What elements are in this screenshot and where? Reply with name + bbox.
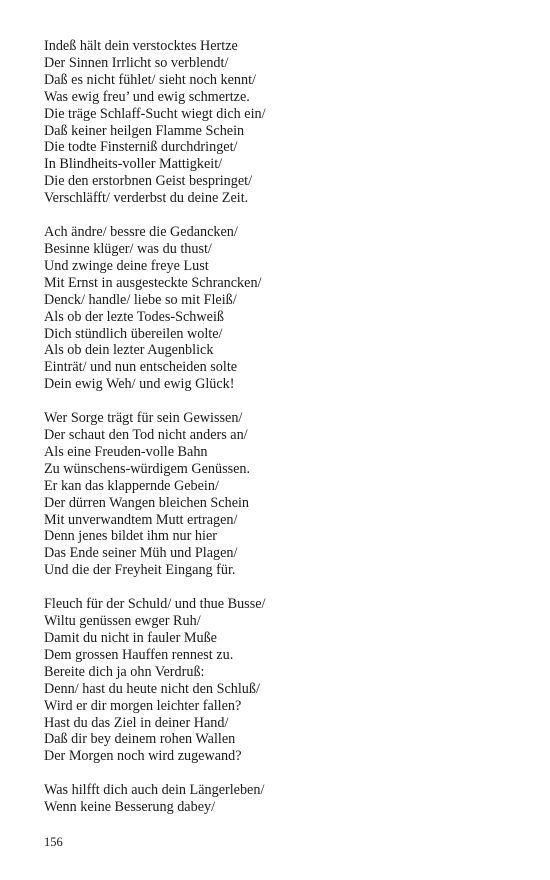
verse-line: In Blindheits-voller Mattigkeit/ [44,156,223,173]
verse-line: Was ewig freu’ und ewig schmertze. [44,88,250,105]
verse-line: Einträt/ und nun entscheiden solte [44,359,238,376]
stanza-1 [44,38,524,207]
verse-line: Ach ändre/ bessre die Gedancken/ [44,224,238,241]
verse-line: Er kan das klappernde Gebein/ [44,477,219,494]
verse-line: Fleuch für der Schuld/ und thue Busse/ [44,596,266,613]
verse-line: Damit du nicht in fauler Muße [44,630,217,646]
verse-line: Daß es nicht fühlet/ sieht noch kennt/ [44,71,256,88]
verse-line: Denck/ handle/ liebe so mit Fleiß/ [44,291,237,308]
stanza-4 [44,596,524,765]
verse-line: Wird er dir morgen leichter fallen? [44,697,242,714]
verse-line: Dich stündlich übereilen wolte/ [44,325,223,342]
stanza-2 [44,224,524,393]
verse-line: Wiltu genüssen ewger Ruh/ [44,613,201,630]
verse-line: Der dürren Wangen bleichen Schein [44,494,250,511]
verse-line: Was hilfft dich auch dein Längerleben/ [44,782,265,799]
stanza-3 [44,410,524,579]
verse-line: Besinne klüger/ was du thust/ [44,240,212,257]
verse-line: Die träge Schlaff-Sucht wiegt dich ein/ [44,105,266,122]
verse-line: Mit unverwandtem Mutt ertragen/ [44,511,238,528]
stanza-5 [44,782,524,816]
verse-line: Wer Sorge trägt für sein Gewissen/ [44,410,243,427]
verse-line: Der Sinnen Irrlicht so verblendt/ [44,54,229,71]
verse-line: Indeß hält dein verstocktes Hertze [44,38,238,54]
verse-line: Und zwinge deine freye Lust [44,257,209,274]
verse-line: Hast du das Ziel in deiner Hand/ [44,714,229,731]
verse-line: Das Ende seiner Müh und Plagen/ [44,545,238,562]
verse-line: Und die der Freyheit Eingang für. [44,562,236,579]
verse-line: Als ob der lezte Todes-Schweiß [44,308,224,325]
verse-line: Zu wünschens-würdigem Genüssen. [44,460,251,477]
verse-line: Die todte Finsterniß durchdringet/ [44,139,238,156]
verse-line: Dem grossen Hauffen rennest zu. [44,646,234,663]
verse-line: Daß dir bey deinem rohen Wallen [44,731,236,748]
verse-line: Wenn keine Besserung dabey/ [44,799,216,816]
verse-line: Daß keiner heilgen Flamme Schein [44,122,245,139]
verse-line: Verschläfft/ verderbst du deine Zeit. [44,190,249,207]
verse-line: Denn/ hast du heute nicht den Schluß/ [44,680,260,697]
verse-line: Die den erstorbnen Geist bespringet/ [44,173,253,190]
page-number: 156 [44,835,63,849]
verse-line: Bereite dich ja ohn Verdruß: [44,663,205,680]
verse-line: Als ob dein lezter Augenblick [44,342,214,359]
verse-line: Der schaut den Tod nicht anders an/ [44,427,248,444]
verse-line: Denn jenes bildet ihm nur hier [44,528,217,545]
verse-line: Dein ewig Weh/ und ewig Glück! [44,376,235,393]
verse-line: Als eine Freuden-volle Bahn [44,443,208,460]
verse-line: Mit Ernst in ausgesteckte Schrancken/ [44,274,262,291]
verse-line: Der Morgen noch wird zugewand? [44,748,242,765]
poem-body [44,38,524,833]
